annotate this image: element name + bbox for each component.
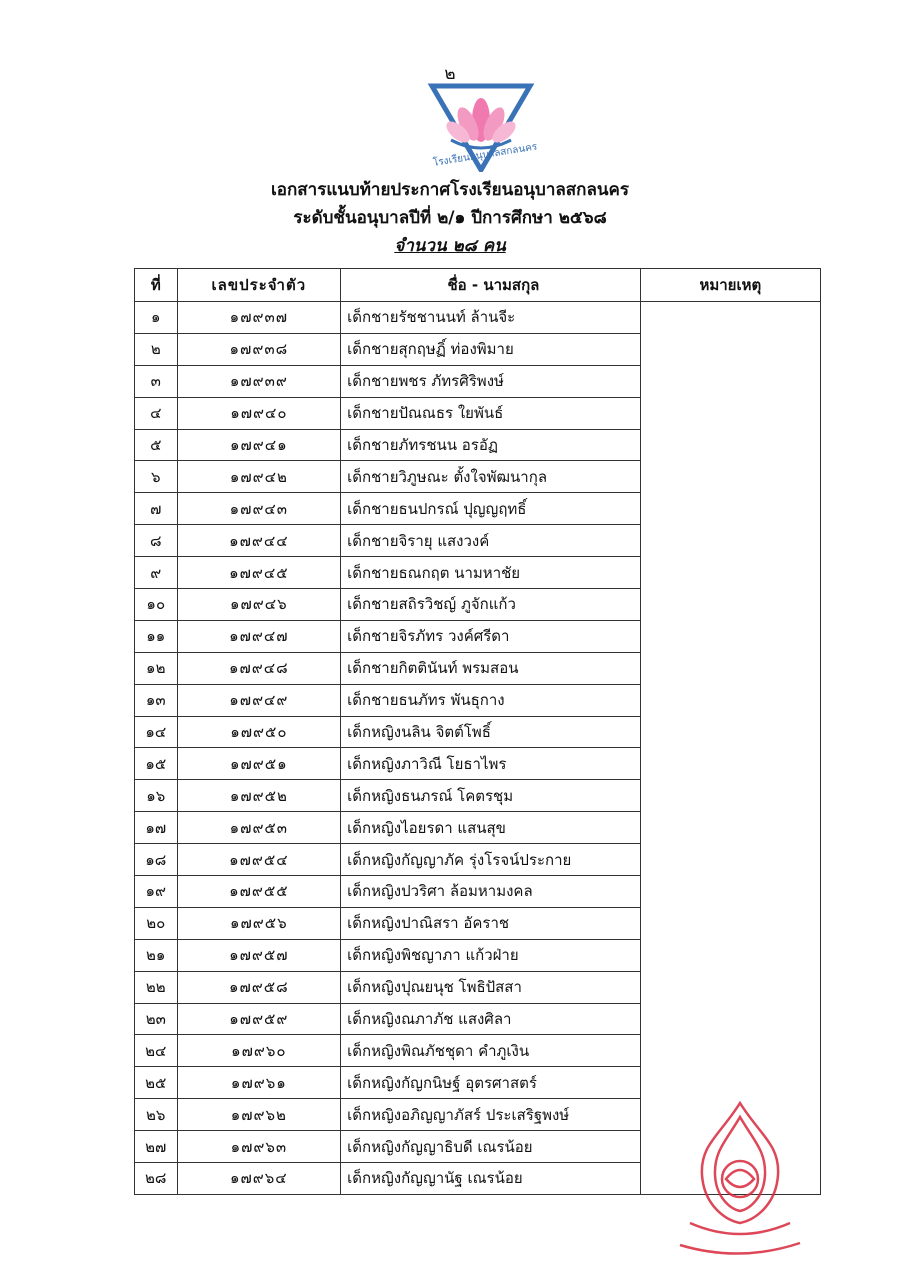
student-name: เด็กหญิงภาวิณี โยธาไพร [341,748,641,780]
row-number: ๒๔ [135,1035,178,1067]
row-number: ๑๑ [135,620,178,652]
row-number: ๗ [135,493,178,525]
student-name: เด็กชายภัทรชนน อรอัฏ [341,429,641,461]
student-id: ๑๗๙๔๙ [177,684,341,716]
student-id: ๑๗๙๔๔ [177,525,341,557]
column-header-number: ที่ [135,269,178,302]
logo-caption: โรงเรียนอนุบาลสกลนคร [432,141,538,169]
student-name: เด็กหญิงณภาภัช แสงศิลา [341,1003,641,1035]
row-number: ๒๒ [135,971,178,1003]
row-number: ๑๘ [135,844,178,876]
student-id: ๑๗๙๖๐ [177,1035,341,1067]
row-number: ๑๗ [135,812,178,844]
row-number: ๒๕ [135,1067,178,1099]
remarks-cell [640,302,820,1195]
student-id: ๑๗๙๕๗ [177,939,341,971]
student-name: เด็กชายรัชชานนท์ ล้านจีะ [341,302,641,334]
student-id: ๑๗๙๖๓ [177,1131,341,1163]
student-name: เด็กหญิงปวริศา ล้อมหามงคล [341,876,641,908]
row-number: ๒ [135,333,178,365]
row-number: ๒๑ [135,939,178,971]
row-number: ๑๓ [135,684,178,716]
school-seal-stamp [640,1095,840,1270]
row-number: ๒๘ [135,1163,178,1195]
student-id: ๑๗๙๕๘ [177,971,341,1003]
student-name: เด็กหญิงไอยรดา แสนสุข [341,812,641,844]
student-name: เด็กหญิงธนภรณ์ โคตรชุม [341,780,641,812]
student-name: เด็กชายวิภูษณะ ตั้งใจพัฒนากุล [341,461,641,493]
row-number: ๓ [135,365,178,397]
student-name: เด็กหญิงอภิญญาภัสร์ ประเสริฐพงษ์ [341,1099,641,1131]
student-name: เด็กชายธนภัทร พันธุกาง [341,684,641,716]
student-name: เด็กหญิงนลิน จิตต์โพธิ์ [341,716,641,748]
row-number: ๘ [135,525,178,557]
column-header-name: ชื่อ - นามสกุล [341,269,641,302]
student-id: ๑๗๙๖๔ [177,1163,341,1195]
student-name: เด็กชายสถิรวิชญ์ ภูจักแก้ว [341,589,641,621]
row-number: ๑๔ [135,716,178,748]
student-name: เด็กหญิงปาณิสรา อัคราช [341,907,641,939]
student-name: เด็กหญิงปุณยนุช โพธิปัสสา [341,971,641,1003]
student-id: ๑๗๙๓๘ [177,333,341,365]
student-name: เด็กหญิงกัญญาภัค รุ่งโรจน์ประกาย [341,844,641,876]
student-name: เด็กหญิงพิชญาภา แก้วฝ่าย [341,939,641,971]
class-level: ระดับชั้นอนุบาลปีที่ ๒/๑ ปีการศึกษา ๒๕๖๘ [293,208,607,228]
student-id: ๑๗๙๕๑ [177,748,341,780]
student-id: ๑๗๙๔๕ [177,557,341,589]
student-name: เด็กชายจิรภัทร วงค์ศรีดา [341,620,641,652]
row-number: ๒๐ [135,907,178,939]
student-name: เด็กหญิงกัญญาธิบดี เณรน้อย [341,1131,641,1163]
row-number: ๔ [135,397,178,429]
row-number: ๑๙ [135,876,178,908]
row-number: ๕ [135,429,178,461]
row-number: ๒๗ [135,1131,178,1163]
row-number: ๖ [135,461,178,493]
row-number: ๑๕ [135,748,178,780]
student-id: ๑๗๙๓๗ [177,302,341,334]
student-name: เด็กชายจิรายุ แสงวงค์ [341,525,641,557]
column-header-remarks: หมายเหตุ [640,269,820,302]
table-header-row [135,269,821,302]
student-id: ๑๗๙๕๐ [177,716,341,748]
row-number: ๒๖ [135,1099,178,1131]
roster-body [135,302,821,1195]
student-id: ๑๗๙๕๕ [177,876,341,908]
row-number: ๑๖ [135,780,178,812]
student-id: ๑๗๙๕๔ [177,844,341,876]
student-name: เด็กชายสุกฤษฏิ์ ท่องพิมาย [341,333,641,365]
student-id: ๑๗๙๔๘ [177,652,341,684]
student-id: ๑๗๙๔๐ [177,397,341,429]
student-name: เด็กชายพชร ภัทรศิริพงษ์ [341,365,641,397]
student-name: เด็กหญิงพิณภัชชุดา คำภูเงิน [341,1035,641,1067]
student-name: เด็กชายปัณณธร ใยพันธ์ [341,397,641,429]
student-id: ๑๗๙๓๙ [177,365,341,397]
student-name: เด็กชายธนปกรณ์ ปุญญฤทธิ์ [341,493,641,525]
page-number: ๒ [444,64,456,84]
student-id: ๑๗๙๕๙ [177,1003,341,1035]
column-header-student-id: เลขประจำตัว [177,269,341,302]
student-count: จำนวน ๒๘ คน [394,236,506,256]
student-id: ๑๗๙๖๑ [177,1067,341,1099]
student-id: ๑๗๙๕๖ [177,907,341,939]
student-id: ๑๗๙๔๓ [177,493,341,525]
student-name: เด็กหญิงกัญญานัฐ เณรน้อย [341,1163,641,1195]
row-number: ๒๓ [135,1003,178,1035]
table-row [135,302,821,334]
student-id: ๑๗๙๕๓ [177,812,341,844]
student-id: ๑๗๙๖๒ [177,1099,341,1131]
row-number: ๑๐ [135,589,178,621]
student-id: ๑๗๙๔๑ [177,429,341,461]
student-id: ๑๗๙๔๖ [177,589,341,621]
student-id: ๑๗๙๕๒ [177,780,341,812]
student-name: เด็กชายธณกฤต นามหาชัย [341,557,641,589]
document-title: เอกสารแนบท้ายประกาศโรงเรียนอนุบาลสกลนคร [270,180,629,200]
student-name: เด็กชายกิตตินันท์ พรมสอน [341,652,641,684]
student-id: ๑๗๙๔๒ [177,461,341,493]
student-name: เด็กหญิงกัญกนิษฐ์ อุตรศาสตร์ [341,1067,641,1099]
row-number: ๑ [135,302,178,334]
row-number: ๑๒ [135,652,178,684]
student-id: ๑๗๙๔๗ [177,620,341,652]
student-roster-table [134,268,821,1195]
row-number: ๙ [135,557,178,589]
